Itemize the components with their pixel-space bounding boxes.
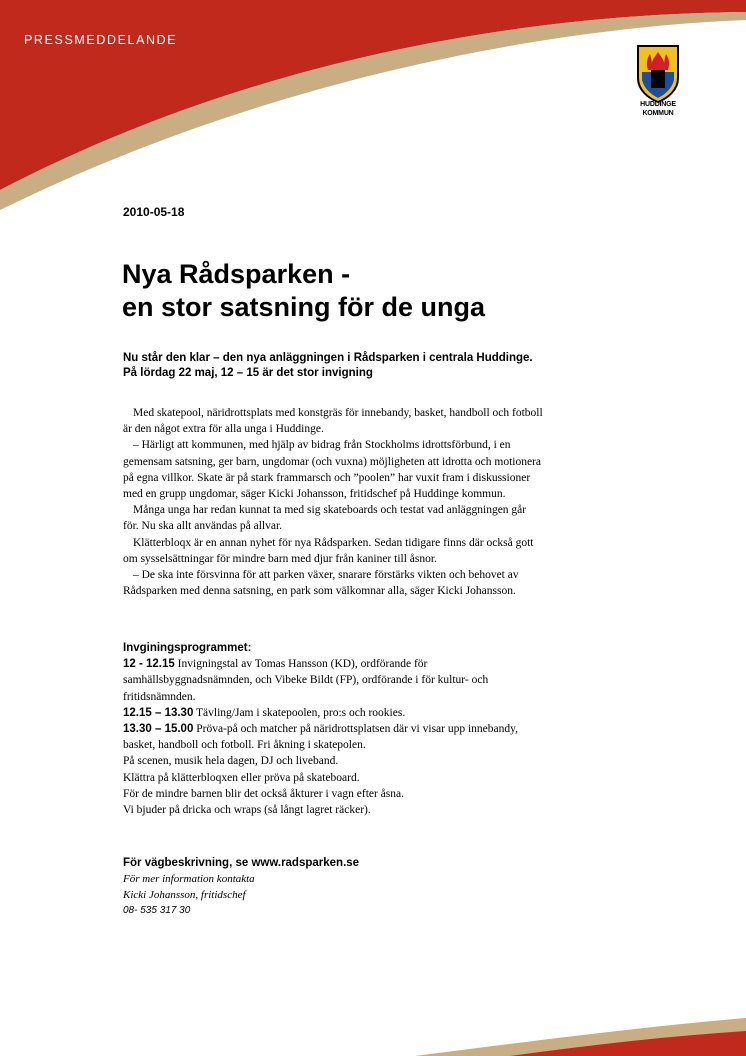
program-line	[123, 672, 518, 688]
program-text: fritidsnämnden.	[123, 690, 196, 703]
body-line: med en grupp ungdomar, säger Kicki Johansson, fritidschef på Huddinge kommun.	[123, 488, 506, 501]
program-text: Vi bjuder på dricka och wraps (så långt lagret räcker).	[123, 804, 371, 817]
ingress	[123, 351, 533, 381]
program-text: Klättra på klätterbloqxen eller pröva på skateboard.	[123, 771, 360, 784]
body-line: Rådsparken med denna satsning, en park som välkomnar alla, säger Kicki Johansson.	[123, 585, 516, 598]
program-line	[123, 753, 518, 769]
program-time: 13.30 – 15.00	[123, 723, 194, 736]
program-heading: Invginingsprogrammet:	[123, 642, 252, 654]
contact-person: Kicki Johansson, fritidschef	[123, 889, 246, 901]
ingress-line-2: På lördag 22 maj, 12 – 15 är det stor invigning	[123, 367, 373, 379]
program-time: 12 - 12.15	[123, 658, 175, 671]
program-text: basket, handboll och fotboll. Fri åkning i skatepolen.	[123, 739, 366, 752]
body-line: – Härligt att kommunen, med hjälp av bidrag från Stockholms idrottsförbund, i en	[133, 439, 511, 452]
headline-line-1: Nya Rådsparken -	[122, 259, 351, 289]
ingress-line-1: Nu står den klar – den nya anläggningen i Rådsparken i centrala Huddinge.	[123, 352, 533, 364]
program-line	[123, 689, 518, 705]
body-text	[123, 405, 623, 599]
top-red-band	[0, 0, 746, 190]
coat-of-arms-icon	[636, 44, 680, 104]
program-text: Pröva-på och matcher på näridrottsplatsen där vi visar upp innebandy,	[193, 723, 519, 736]
program-text: För de mindre barnen blir det också åkturer i vagn efter åsna.	[123, 787, 405, 800]
program-line	[123, 786, 518, 802]
contact-phone: 08- 535 317 30	[123, 905, 191, 916]
program-text: På scenen, musik hela dagen, DJ och liveband.	[123, 755, 339, 768]
headline-line-2: en stor satsning för de unga	[122, 292, 486, 322]
logo-line-2: KOMMUN	[642, 109, 674, 117]
program-line	[123, 770, 518, 786]
contact-block	[123, 855, 359, 919]
headline	[122, 258, 485, 324]
body-line: Med skatepool, näridrottsplats med konstgräs för innebandy, basket, handboll och fotboll	[133, 407, 543, 419]
program-time: 12.15 – 13.30	[123, 706, 194, 719]
press-release-label: PRESSMEDDELANDE	[24, 33, 178, 47]
body-line: Klätterbloqx är en annan nyhet för nya Rådsparken. Sedan tidigare finns där också gott	[133, 536, 534, 549]
body-line: på egna villkor. Skate är på stark frammarsch och ”poolen” har vuxit fram i diskussioner	[123, 471, 531, 484]
program	[123, 640, 518, 818]
program-line	[123, 737, 518, 753]
body-line: för. Nu ska allt användas på allvar.	[123, 520, 283, 533]
directions-link[interactable]: För vägbeskrivning, se www.radsparken.se	[123, 857, 360, 869]
body-line: Många unga har redan kunnat ta med sig skateboards och testat vad anläggningen går	[133, 504, 527, 517]
body-line: gemensam satsning, ger barn, ungdomar (och vuxna) möjligheten att idrotta och motionera	[123, 455, 542, 468]
program-text: samhällsbyggnadsnämnden, och Vibeke Bildt (FP), ordförande i för kultur- och	[123, 674, 489, 687]
body-line: är den något extra för alla unga i Huddinge.	[123, 423, 324, 436]
program-line	[123, 705, 518, 721]
program-line	[123, 721, 518, 737]
program-line	[123, 656, 518, 672]
program-text: Invigningstal av Tomas Hansson (KD), ordförande för	[174, 658, 428, 671]
body-line: om sysselsättningar för mindre barn med djur från kaniner till åsnor.	[123, 552, 437, 565]
body-line: – De ska inte försvinna för att parken växer, snarare förstärks vikten och behovet av	[133, 569, 519, 582]
program-text: Tävling/Jam i skatepoolen, pro:s och rookies.	[193, 706, 406, 719]
program-line	[123, 802, 518, 818]
release-date: 2010-05-18	[123, 205, 185, 219]
logo-caption	[626, 101, 690, 118]
logo-line-1: HUDDINGE	[640, 101, 676, 108]
contact-info: För mer information kontakta	[123, 873, 255, 885]
